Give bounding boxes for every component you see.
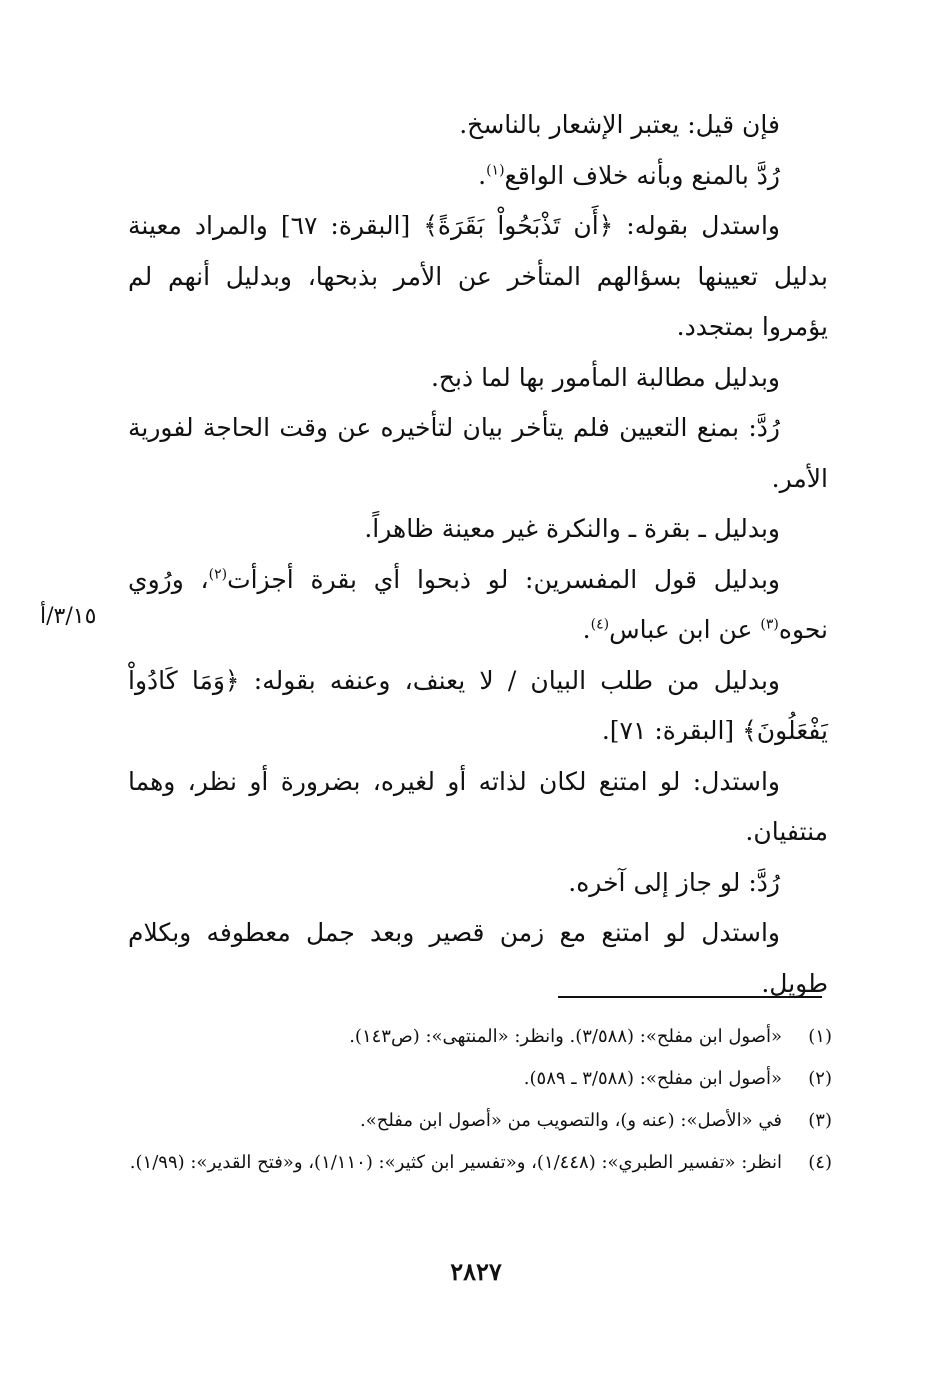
footnote-marker[interactable]: (٣) [760,616,779,633]
paragraph-text: رُدَّ: لو جاز إلى آخره. [568,867,780,897]
footnote-text: «أصول ابن مفلح»: (٣/٥٨٨ ـ ٥٨٩). [523,1068,782,1089]
paragraph [128,201,828,353]
paragraph [128,757,828,858]
paragraph [128,555,828,656]
paragraph-text: وبدليل ـ بقرة ـ والنكرة غير معينة ظاهراً. [364,514,780,543]
page-number: ٢٨٢٧ [450,1257,502,1286]
paragraph-text: وبدليل مطالبة المأمور بها لما ذبح. [430,362,780,392]
footnote-text: «أصول ابن مفلح»: (٣/٥٨٨). وانظر: «المنتهى»: (ص١٤٣). [349,1026,782,1047]
main-text-body [128,100,828,1009]
paragraph-text: عن ابن عباس [609,615,761,644]
margin-manuscript-reference: ٣/١٥/أ [40,604,97,629]
paragraph [128,151,828,202]
paragraph [128,858,828,909]
paragraph-text: وبدليل قول المفسرين: لو ذبحوا أي بقرة أجزأت [227,564,780,594]
paragraph-text: ، ورُوي نحوه [128,564,828,644]
period: . [582,615,591,644]
paragraph-text: واستدل: لو امتنع لكان لذاته أو لغيره، بضرورة أو نظر، وهما منتفيان. [128,766,828,846]
paragraph-text: واستدل لو امتنع مع زمن قصير وبعد جمل معطوفه وبكلام طويل. [128,918,828,998]
paragraph [128,353,828,404]
paragraph [128,656,828,757]
footnote-item [120,1100,832,1142]
footnote-number: (٢) [808,1068,832,1089]
paragraph-text: وبدليل من طلب البيان / لا يعنف، وعنفه بقوله: ﴿وَمَا كَادُواْ يَفْعَلُونَ﴾ [البقرة: ٧١]. [128,665,828,745]
footnote-item [120,1016,832,1058]
footnotes-section [120,1016,832,1184]
footnote-marker[interactable]: (٤) [590,616,610,633]
period: . [478,160,487,190]
paragraph [128,100,828,151]
paragraph-text: واستدل بقوله: ﴿أَن تَذْبَحُواْ بَقَرَةً﴾ [البقرة: ٦٧] والمراد معينة بدليل تعيينها بسؤالهم المتأخر عن الأمر بذبحها، وبدليل أنهم لم يؤمروا بمتجدد. [128,211,828,341]
footnote-number: (١) [808,1026,832,1047]
footnote-marker[interactable]: (١) [486,162,505,179]
footnote-separator [558,996,822,998]
footnote-marker[interactable]: (٢) [208,566,228,583]
paragraph [128,403,828,504]
footnote-item [120,1058,832,1100]
footnote-text: انظر: «تفسير الطبري»: (١/٤٤٨)، و«تفسير ابن كثير»: (١/١١٠)، و«فتح القدير»: (١/٩٩). [129,1152,782,1173]
footnote-number: (٣) [808,1110,832,1131]
paragraph [128,908,828,1009]
footnote-text: في «الأصل»: (عنه و)، والتصويب من «أصول ابن مفلح». [359,1110,782,1131]
footnote-number: (٤) [808,1152,832,1173]
footnote-item [120,1142,832,1184]
paragraph [128,504,828,555]
paragraph-text: رُدَّ بالمنع وبأنه خلاف الواقع [504,160,780,190]
paragraph-text: فإن قيل: يعتبر الإشعار بالناسخ. [459,110,780,139]
paragraph-text: رُدَّ: بمنع التعيين فلم يتأخر بيان لتأخيره عن وقت الحاجة لفورية الأمر. [128,413,828,493]
